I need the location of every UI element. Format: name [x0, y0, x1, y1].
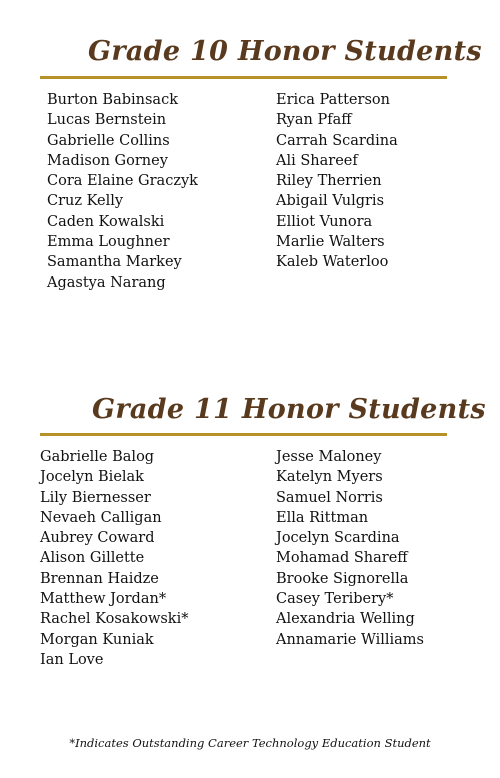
list-item: Brooke Signorella — [276, 570, 409, 587]
list-item: Elliot Vunora — [276, 213, 373, 230]
list-item: Kaleb Waterloo — [276, 254, 389, 271]
list-item: Morgan Kuniak — [40, 631, 154, 648]
list-item: Ian Love — [40, 651, 104, 668]
list-item: Annamarie Williams — [276, 631, 424, 648]
list-item: Brennan Haidze — [40, 570, 159, 587]
list-item: Jesse Maloney — [276, 449, 382, 465]
grade-10-title: Grade 10 Honor Students — [88, 36, 482, 67]
list-item: Katelyn Myers — [276, 469, 383, 486]
list-item: Alexandria Welling — [276, 611, 415, 628]
list-item: Cruz Kelly — [47, 193, 124, 210]
list-item: Casey Teribery* — [276, 591, 394, 608]
list-item: Aubrey Coward — [40, 530, 155, 547]
grade-11-divider — [40, 433, 447, 436]
grade-10-right-column — [276, 90, 398, 273]
list-item: Ryan Pfaff — [276, 112, 352, 129]
list-item: Gabrielle Collins — [47, 132, 170, 149]
grade-10-left-column — [47, 90, 198, 293]
list-item: Mohamad Shareff — [276, 550, 408, 567]
list-item: Cora Elaine Graczyk — [47, 173, 198, 190]
list-item: Alison Gillette — [40, 550, 145, 567]
grade-11-title: Grade 11 Honor Students — [92, 394, 486, 425]
list-item: Agastya Narang — [47, 274, 166, 291]
list-item: Madison Gorney — [47, 152, 168, 169]
list-item: Abigail Vulgris — [276, 193, 385, 210]
list-item: Samuel Norris — [276, 489, 383, 506]
list-item: Rachel Kosakowski* — [40, 611, 189, 628]
grade-11-left-column — [40, 447, 188, 670]
list-item: Riley Therrien — [276, 173, 382, 190]
list-item: Jocelyn Bielak — [40, 469, 144, 486]
list-item: Carrah Scardina — [276, 132, 398, 149]
list-item: Samantha Markey — [47, 254, 182, 271]
footnote: *Indicates Outstanding Career Technology Education Student — [69, 735, 431, 750]
list-item: Nevaeh Calligan — [40, 509, 162, 526]
list-item: Ella Rittman — [276, 509, 369, 526]
grade-11-right-column — [276, 447, 424, 650]
list-item: Lily Biernesser — [40, 489, 151, 506]
list-item: Emma Loughner — [47, 234, 170, 251]
list-item: Gabrielle Balog — [40, 449, 155, 465]
list-item: Erica Patterson — [276, 92, 390, 108]
list-item: Burton Babinsack — [47, 92, 178, 108]
list-item: Ali Shareef — [276, 152, 358, 169]
list-item: Lucas Bernstein — [47, 112, 167, 129]
list-item: Marlie Walters — [276, 234, 385, 251]
list-item: Jocelyn Scardina — [276, 530, 400, 547]
list-item: Caden Kowalski — [47, 213, 165, 230]
grade-10-divider — [40, 76, 447, 79]
list-item: Matthew Jordan* — [40, 591, 167, 608]
